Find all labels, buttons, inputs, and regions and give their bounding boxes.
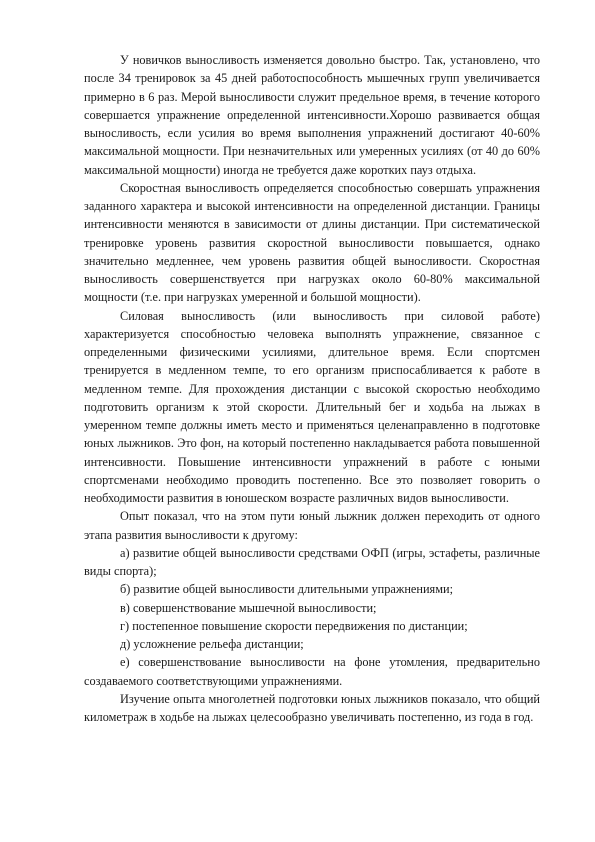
paragraph-speed-endurance: Скоростная выносливость определяется способностью совершать упражнения заданного характера и высокой интенсивности на определенной дистанции. Границы интенсивности меняются в зависимости от длины дистанции. При систематической тренировке уровень развития скоростной выносливости повышается, однако значительно медленнее, чем уровень развития общей выносливости. Скоростная выносливость совершенствуется при нагрузках около 60-80% максимальной мощности (т.е. при нагрузках умеренной и большой мощности).: [84, 180, 540, 305]
paragraph-closing: Изучение опыта многолетней подготовки юных лыжников показало, что общий километраж в ходьбе на лыжах целесообразно увеличивать постепенно, из года в год.: [84, 691, 540, 724]
list-item-e: е) совершенствование выносливости на фоне утомления, предварительно создаваемого соответствующими упражнениями.: [84, 655, 540, 688]
list-item-v: в) совершенствование мышечной выносливости;: [120, 600, 377, 615]
list-item-d: д) усложнение рельефа дистанции;: [120, 637, 304, 651]
list-item-g: г) постепенное повышение скорости передвижения по дистанции;: [120, 618, 468, 633]
document-body: [84, 51, 540, 726]
paragraph-experience-intro: Опыт показал, что на этом пути юный лыжник должен переходить от одного этапа развития выносливости к другому:: [84, 509, 540, 542]
paragraph-strength-endurance: Силовая выносливость (или выносливость при силовой работе) характеризуется способностью человека выполнять упражнение, связанное с определенными физическими усилиями, длительное время. Если спортсмен тренируется в медленном темпе, то его организм приспосабливается к работе в медленном темпе. Для прохождения дистанции с высокой скоростью необходимо подготовить организм к этой скорости. Длительный бег и ходьба на лыжах в умеренном темпе должны иметь место и применяться целенаправленно в подготовке юных лыжников. Это фон, на который постепенно накладывается работа повышенной интенсивности. Повышение интенсивности упражнений в работе с юными спортсменами необходимо проводить постепенно. Все это позволяет говорить о необходимости развития в юношеском возрасте различных видов выносливости.: [84, 308, 540, 505]
list-item-a: а) развитие общей выносливости средствами ОФП (игры, эстафеты, различные виды спорта);: [84, 545, 540, 578]
paragraph-novice-endurance: У новичков выносливость изменяется довольно быстро. Так, установлено, что после 34 тренировок за 45 дней работоспособность мышечных групп увеличивается примерно в 6 раз. Мерой выносливости служит предельное время, в течение которого совершается упражнение определенной интенсивности.Хорошо развивается общая выносливость, если усилия во время выполнения упражнений достигают 40-60% максимальной мощности. При незначительных или умеренных усилиях (от 40 до 60% максимальной мощности) иногда не требуется даже коротких пауз отдыха.: [84, 53, 540, 177]
list-item-b: б) развитие общей выносливости длительными упражнениями;: [120, 582, 453, 597]
